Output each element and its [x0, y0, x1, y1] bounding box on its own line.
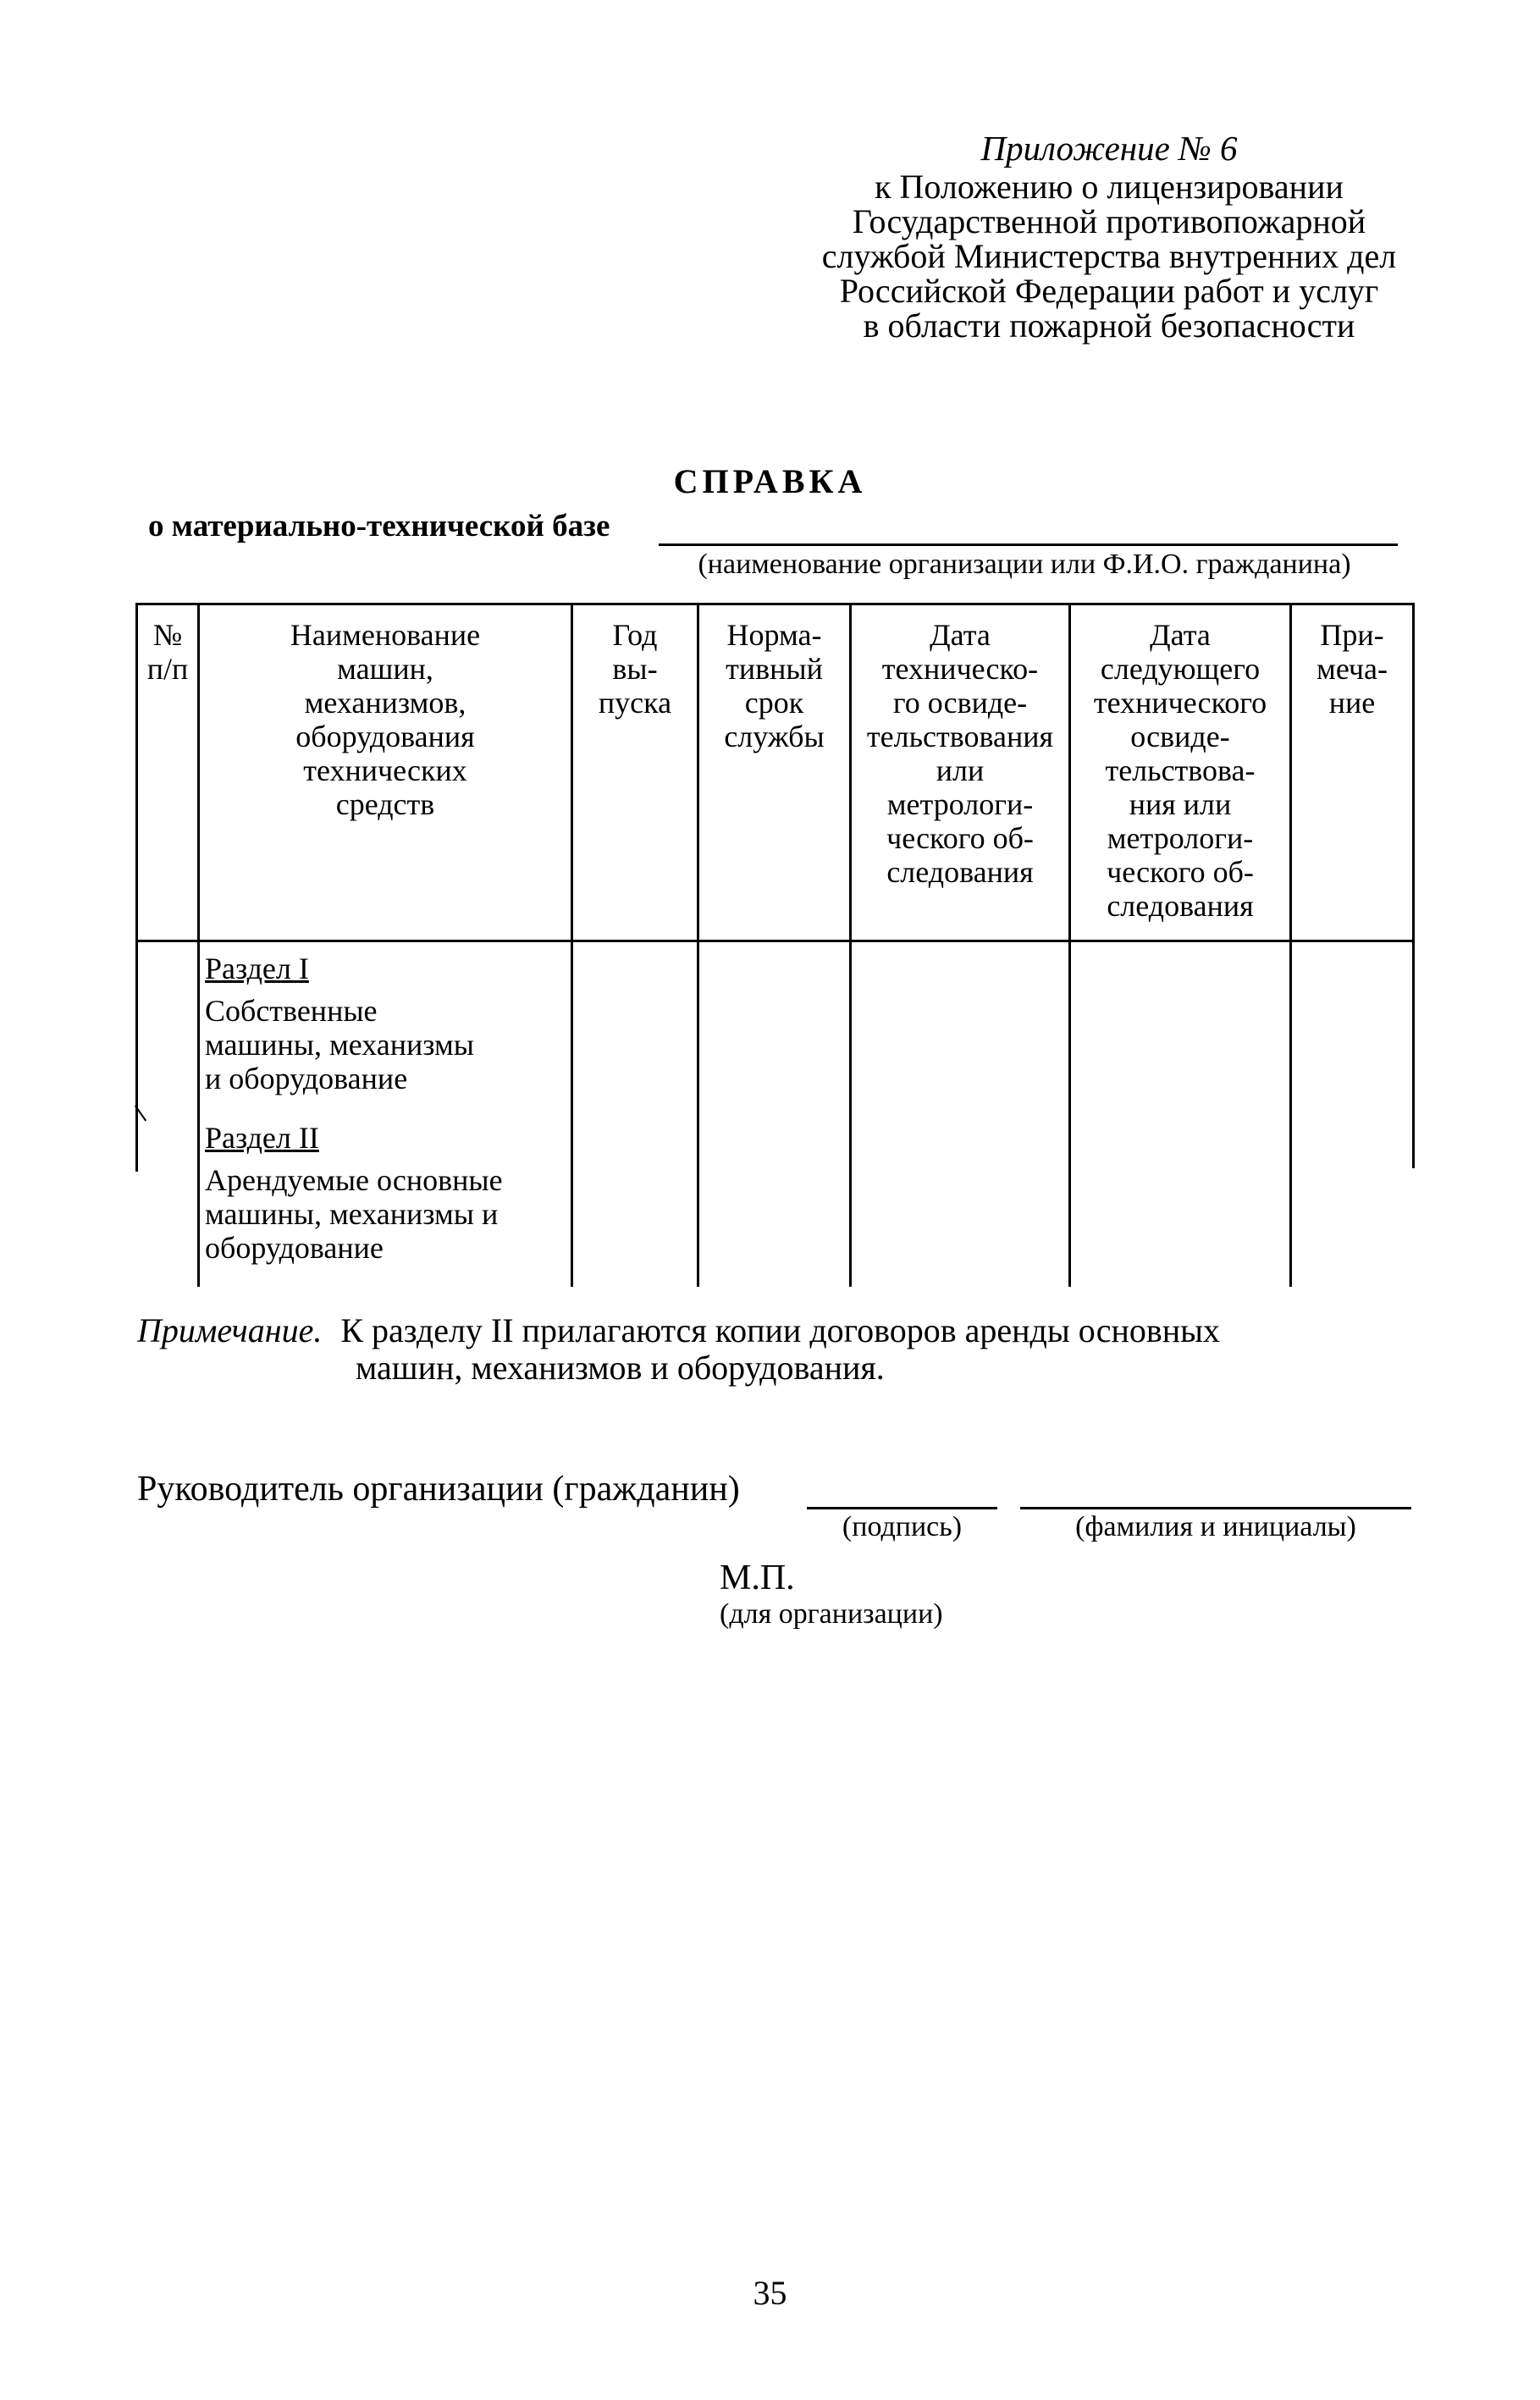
header-next-inspection-date-line: следующего	[1100, 652, 1261, 686]
note-text: К разделу II прилагаются копии договоров аренды основных	[340, 1311, 1221, 1349]
section-1-text: машины, механизмы	[205, 1028, 474, 1062]
header-number-line: №	[152, 618, 183, 652]
stamp-label: М.П.	[720, 1559, 795, 1597]
section-2-text: машины, механизмы и	[205, 1197, 499, 1231]
section-1-text: Собственные	[205, 994, 378, 1028]
equipment-table	[135, 603, 1414, 1287]
header-next-inspection-date-line: Дата	[1150, 618, 1211, 652]
section-2-text: оборудование	[205, 1231, 384, 1265]
section-1-text: и оборудование	[205, 1062, 408, 1095]
appendix-header	[762, 127, 1456, 343]
section-1-title: Раздел I	[205, 952, 309, 985]
header-service-life-line: срок	[744, 686, 804, 720]
header-inspection-date-line: ческого об-	[886, 821, 1034, 855]
header-inspection-date-line: Дата	[930, 618, 991, 652]
page-number: 35	[753, 2274, 787, 2312]
section-1	[205, 952, 569, 1095]
note	[137, 1312, 1416, 1349]
header-inspection-date-line: метрологи-	[886, 787, 1034, 821]
table-right-border	[1412, 603, 1415, 1168]
header-number-line: п/п	[146, 652, 189, 686]
section-2	[205, 1121, 569, 1265]
signature-label: Руководитель организации (гражданин)	[137, 1470, 740, 1509]
section-2-text: Арендуемые основные	[205, 1163, 503, 1197]
stamp-hint: (для организации)	[720, 1598, 943, 1630]
header-service-life-line: Норма-	[726, 618, 822, 652]
header-remarks	[1292, 618, 1412, 720]
header-remarks-line: ние	[1328, 686, 1376, 720]
header-next-inspection-date-line: технического	[1093, 686, 1267, 720]
header-service-life-line: тивный	[726, 652, 823, 686]
note-text-continued: машин, механизмов и оборудования.	[356, 1349, 885, 1387]
header-inspection-date-line: техническо-	[881, 652, 1039, 686]
header-year-line: вы-	[612, 652, 658, 686]
header-name-line: Наименование	[290, 618, 481, 652]
organization-name-line	[659, 543, 1398, 546]
header-next-inspection-date-line: следования	[1107, 889, 1254, 923]
header-inspection-date-line: тельствования	[866, 720, 1054, 753]
name-line	[1020, 1507, 1411, 1509]
header-next-inspection-date-line: ния или	[1129, 787, 1232, 821]
header-name-line: машин,	[337, 652, 433, 686]
header-inspection-date-line: или	[936, 753, 985, 787]
section-2-title: Раздел II	[205, 1121, 319, 1155]
document-title: СПРАВКА	[673, 462, 867, 500]
header-service-life	[699, 618, 849, 753]
appendix-line: в области пожарной безопасности	[863, 306, 1355, 345]
header-name-line: механизмов,	[304, 686, 466, 720]
header-year	[573, 618, 697, 720]
signature-line	[807, 1507, 997, 1509]
header-inspection-date-line: го освиде-	[892, 686, 1028, 720]
appendix-line: службой Министерства внутренних дел	[821, 237, 1397, 275]
appendix-line: Государственной противопожарной	[852, 202, 1366, 240]
header-inspection-date-line: следования	[886, 855, 1034, 889]
header-name-line: оборудования	[295, 720, 475, 753]
header-year-line: пуска	[598, 686, 672, 720]
header-next-inspection-date	[1071, 618, 1289, 923]
header-name-line: технических	[303, 753, 467, 787]
appendix-line: Российской Федерации работ и услуг	[839, 272, 1379, 310]
header-remarks-line: При-	[1320, 618, 1384, 652]
table-left-border	[135, 603, 138, 1172]
document-subtitle: о материально-технической базе	[148, 509, 610, 543]
appendix-title: Приложение № 6	[980, 129, 1238, 168]
name-hint: (фамилия и инициалы)	[1075, 1511, 1356, 1542]
header-name	[200, 618, 571, 821]
header-year-line: Год	[612, 618, 658, 652]
header-next-inspection-date-line: освиде-	[1130, 720, 1230, 753]
signature-hint: (подпись)	[842, 1511, 963, 1542]
table-top-border	[135, 603, 1414, 605]
appendix-line: к Положению о лицензировании	[875, 168, 1344, 206]
header-name-line: средств	[335, 787, 435, 821]
header-number	[137, 618, 198, 686]
table-header-bottom-border	[135, 940, 1414, 942]
note-label: Примечание.	[137, 1311, 323, 1349]
header-next-inspection-date-line: ческого об-	[1107, 855, 1254, 889]
header-next-inspection-date-line: метрологи-	[1107, 821, 1254, 855]
header-inspection-date	[852, 618, 1068, 889]
header-service-life-line: службы	[724, 720, 825, 753]
header-next-inspection-date-line: тельствова-	[1105, 753, 1256, 787]
organization-name-hint: (наименование организации или Ф.И.О. гражданина)	[698, 549, 1351, 580]
header-remarks-line: меча-	[1316, 652, 1388, 686]
